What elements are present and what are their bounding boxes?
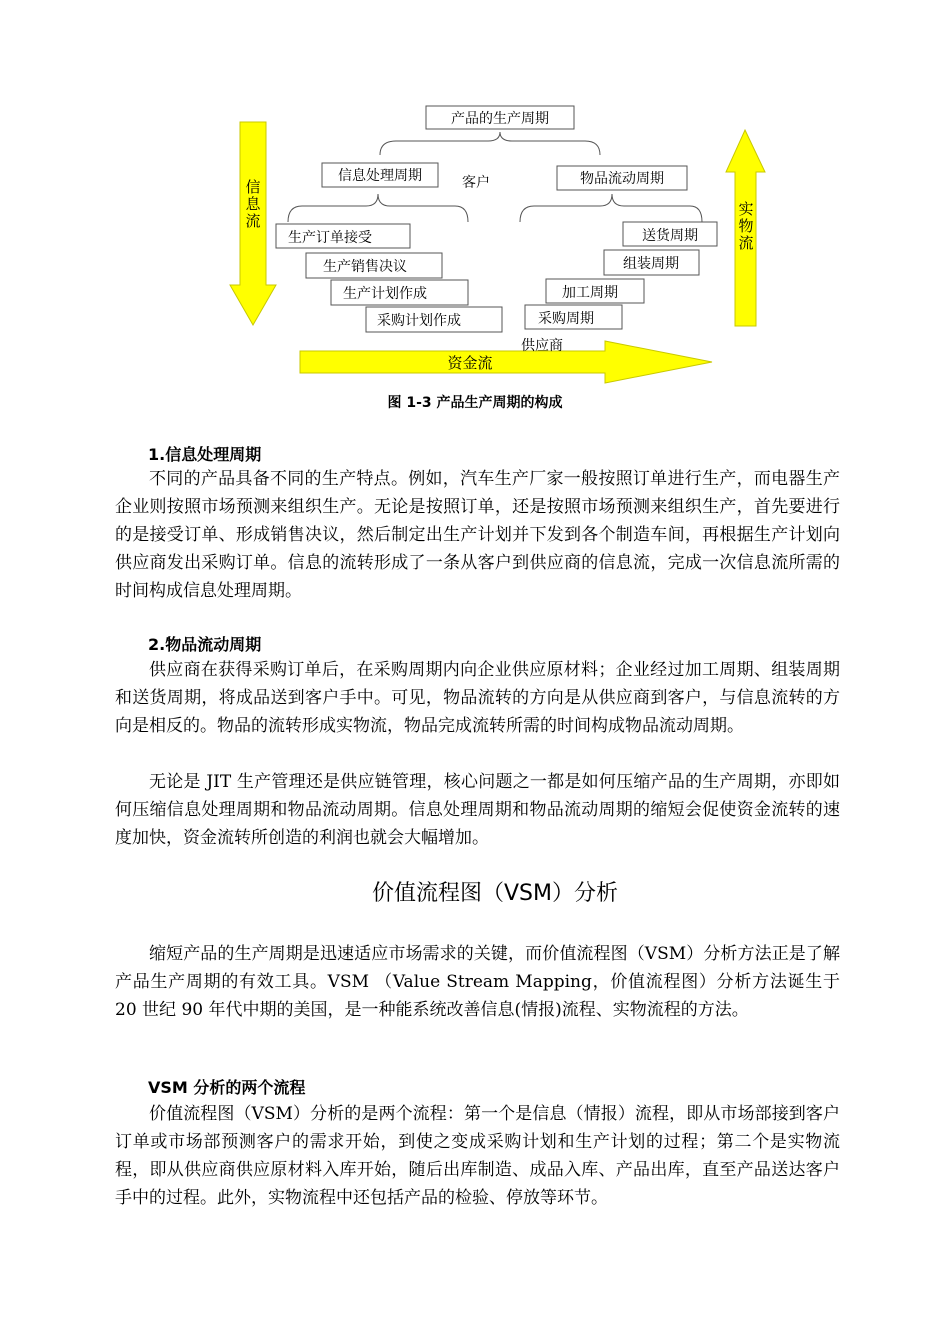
vsm-sub-heading: VSM 分析的两个流程 [148,1078,306,1097]
section1-paragraph: 不同的产品具备不同的生产特点。例如，汽车生产厂家一般按照订单进行生产，而电器生产企业则按照市场预测来组织生产。无论是按照订单，还是按照市场预测来组织生产，首先要进行的是接受订单、形成销售决议，然后制定出生产计划并下发到各个制造车间，再根据生产计划向供应商发出采购订单。信息的流转形成了一条从客户到供应商的信息流，完成一次信息流所需的时间构成信息处理周期。 [115,469,840,601]
section2-paragraph-2: 无论是 JIT 生产管理还是供应链管理，核心问题之一都是如何压缩产品的生产周期，亦即如何压缩信息处理周期和物品流动周期。信息处理周期和物品流动周期的缩短会促使资金流转的速度加快，资金流转所创造的利润也就会大幅增加。 [115,772,840,848]
material-flow-label-2: 物 [738,217,754,235]
step-production-plan-text: 生产计划作成 [343,286,427,302]
step-purchase-plan-text: 采购计划作成 [377,313,461,329]
product-cycle-text: 产品的生产周期 [451,111,549,127]
step-purchase-text: 采购周期 [538,311,594,327]
material-flow-label-1: 实 [738,200,754,218]
info-flow-label-3: 流 [245,212,261,230]
step-delivery-text: 送货周期 [642,228,698,244]
right-brace [520,194,702,222]
step-assembly-text: 组装周期 [623,256,679,272]
customer-label: 客户 [462,175,490,191]
step-processing-text: 加工周期 [562,285,618,301]
section1-heading: 1.信息处理周期 [148,445,262,464]
step-sales-decision-text: 生产销售决议 [323,259,407,275]
cash-flow-label: 资金流 [447,354,493,372]
info-cycle-text: 信息处理周期 [338,168,422,184]
vsm-paragraph: 缩短产品的生产周期是迅速适应市场需求的关键，而价值流程图（VSM）分析方法正是了解产品生产周期的有效工具。VSM （Value Stream Mapping，价值流程图）分析方法诞生于 20 世纪 90 年代中期的美国，是一种能系统改善信息(情报)流程、实物流程的方法。 [115,944,840,1020]
vsm-sub-paragraph: 价值流程图（VSM）分析的是两个流程：第一个是信息（情报）流程，即从市场部接到客户订单或市场部预测客户的需求开始，到使之变成采购计划和生产计划的过程；第二个是实物流程，即从供应商供应原材料入库开始，随后出库制造、成品入库、产品出库，直至产品送达客户手中的过程。此外，实物流程中还包括产品的检验、停放等环节。 [115,1104,840,1208]
cash-flow-arrow [300,341,712,383]
left-brace [288,194,468,222]
supplier-label: 供应商 [521,338,563,354]
production-cycle-diagram [0,0,950,420]
figure-caption: 图 1-3 产品生产周期的构成 [387,395,563,411]
top-brace [380,132,600,155]
material-flow-label-3: 流 [738,234,754,252]
section2-paragraph-1: 供应商在获得采购订单后，在采购周期内向企业供应原材料；企业经过加工周期、组装周期和送货周期，将成品送到客户手中。可见，物品流转的方向是从供应商到客户，与信息流转的方向是相反的。物品的流转形成实物流，物品完成流转所需的时间构成物品流动周期。 [115,660,840,736]
step-order-accept-text: 生产订单接受 [288,230,372,246]
material-cycle-text: 物品流动周期 [580,171,664,187]
section2-heading: 2.物品流动周期 [148,635,262,654]
info-flow-label-2: 息 [245,195,261,213]
vsm-title: 价值流程图（VSM）分析 [372,881,618,906]
info-flow-label-1: 信 [245,178,261,196]
